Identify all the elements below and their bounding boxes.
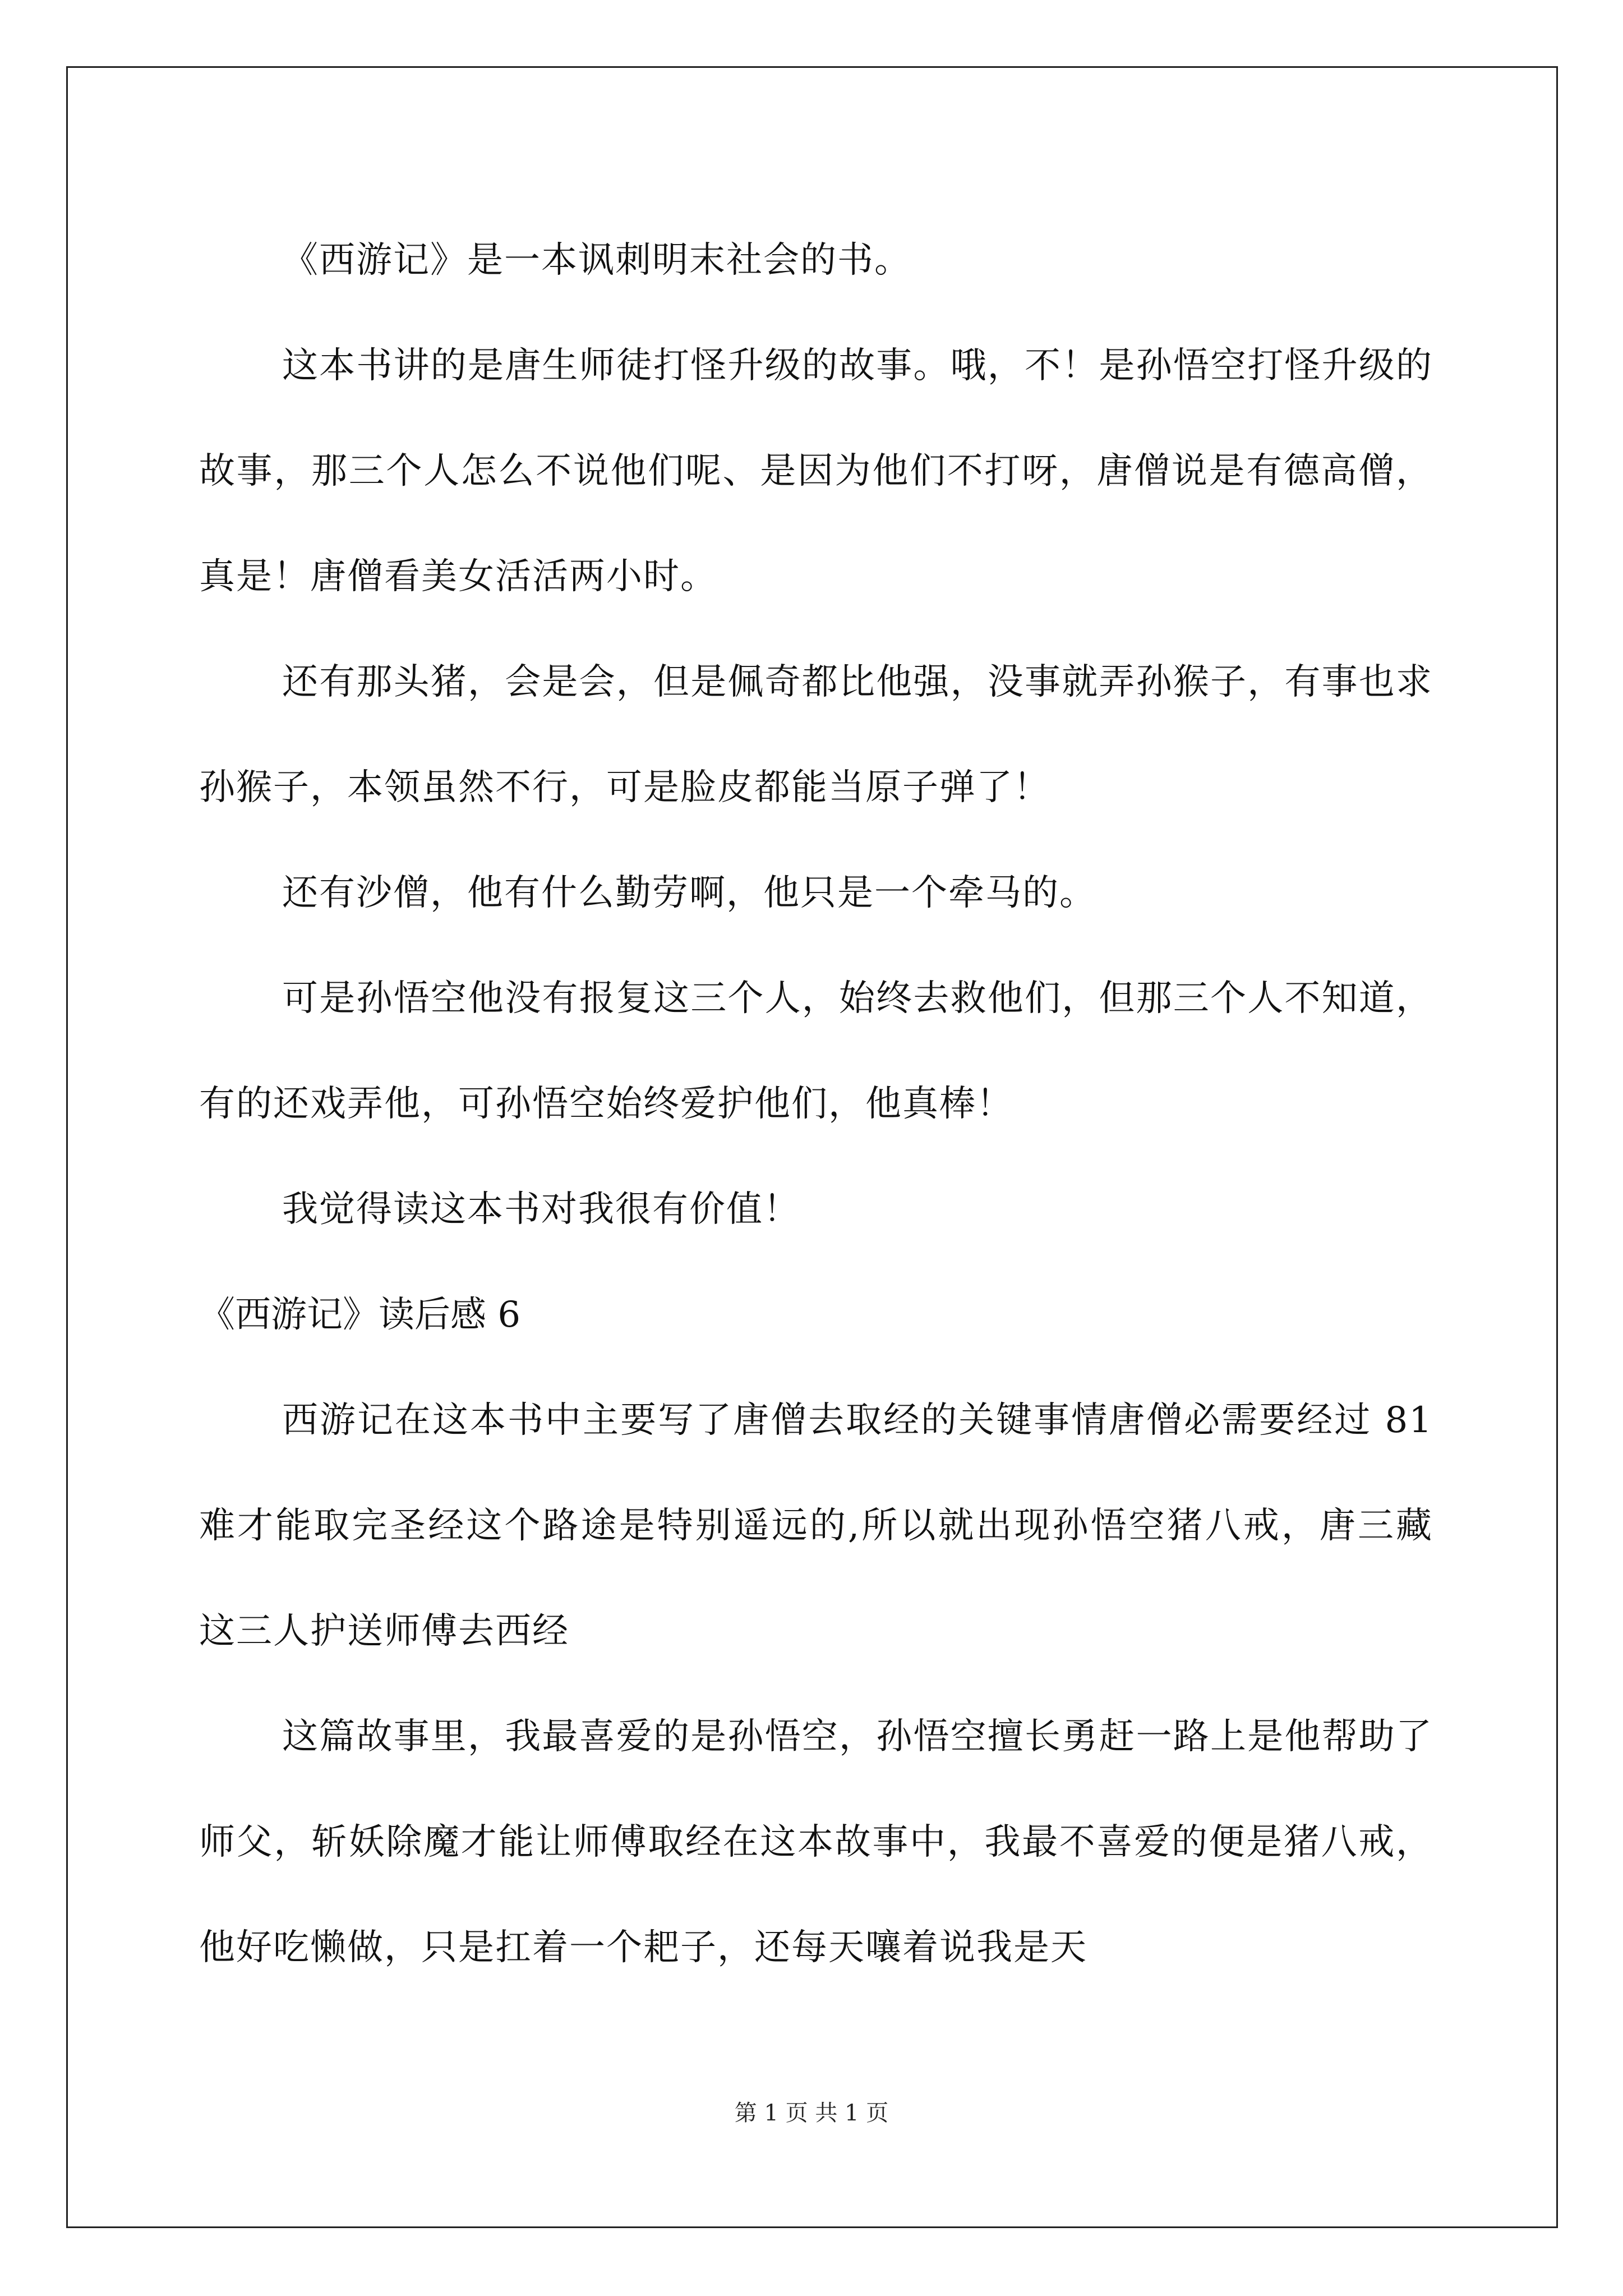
document-body bbox=[199, 208, 1433, 2000]
paragraph-2: 这本书讲的是唐生师徒打怪升级的故事。哦，不！是孙悟空打怪升级的故事，那三个人怎么不说他们呢、是因为他们不打呀，唐僧说是有德高僧，真是！唐僧看美女活活两小时。 bbox=[199, 345, 1433, 597]
paragraph-1: 《西游记》是一本讽刺明末社会的书。 bbox=[282, 240, 911, 281]
page-number: 第 1 页 共 1 页 bbox=[734, 2100, 889, 2126]
paragraph-8: 这篇故事里，我最喜爱的是孙悟空，孙悟空擅长勇赶一路上是他帮助了师父，斩妖除魔才能让师傅取经在这本故事中，我最不喜爱的便是猪八戒，他好吃懒做，只是扛着一个耙子，还每天嚷着说我是天 bbox=[199, 1716, 1433, 1968]
paragraph-4: 还有沙僧，他有什么勤劳啊，他只是一个牵马的。 bbox=[282, 872, 1096, 914]
paragraph-6: 我觉得读这本书对我很有价值！ bbox=[282, 1189, 800, 1230]
section-title: 《西游记》读后感 6 bbox=[199, 1294, 521, 1336]
paragraph-3: 还有那头猪，会是会，但是佩奇都比他强，没事就弄孙猴子，有事也求孙猴子，本领虽然不行，可是脸皮都能当原子弹了！ bbox=[199, 661, 1433, 808]
page-footer bbox=[0, 2099, 1623, 2127]
paragraph-5: 可是孙悟空他没有报复这三个人，始终去救他们，但那三个人不知道，有的还戏弄他，可孙悟空始终爱护他们，他真棒！ bbox=[199, 978, 1433, 1125]
paragraph-7: 西游记在这本书中主要写了唐僧去取经的关键事情唐僧必需要经过 81 难才能取完圣经这个路途是特别遥远的,所以就出现孙悟空猪八戒，唐三藏这三人护送师傅去西经 bbox=[199, 1400, 1433, 1652]
